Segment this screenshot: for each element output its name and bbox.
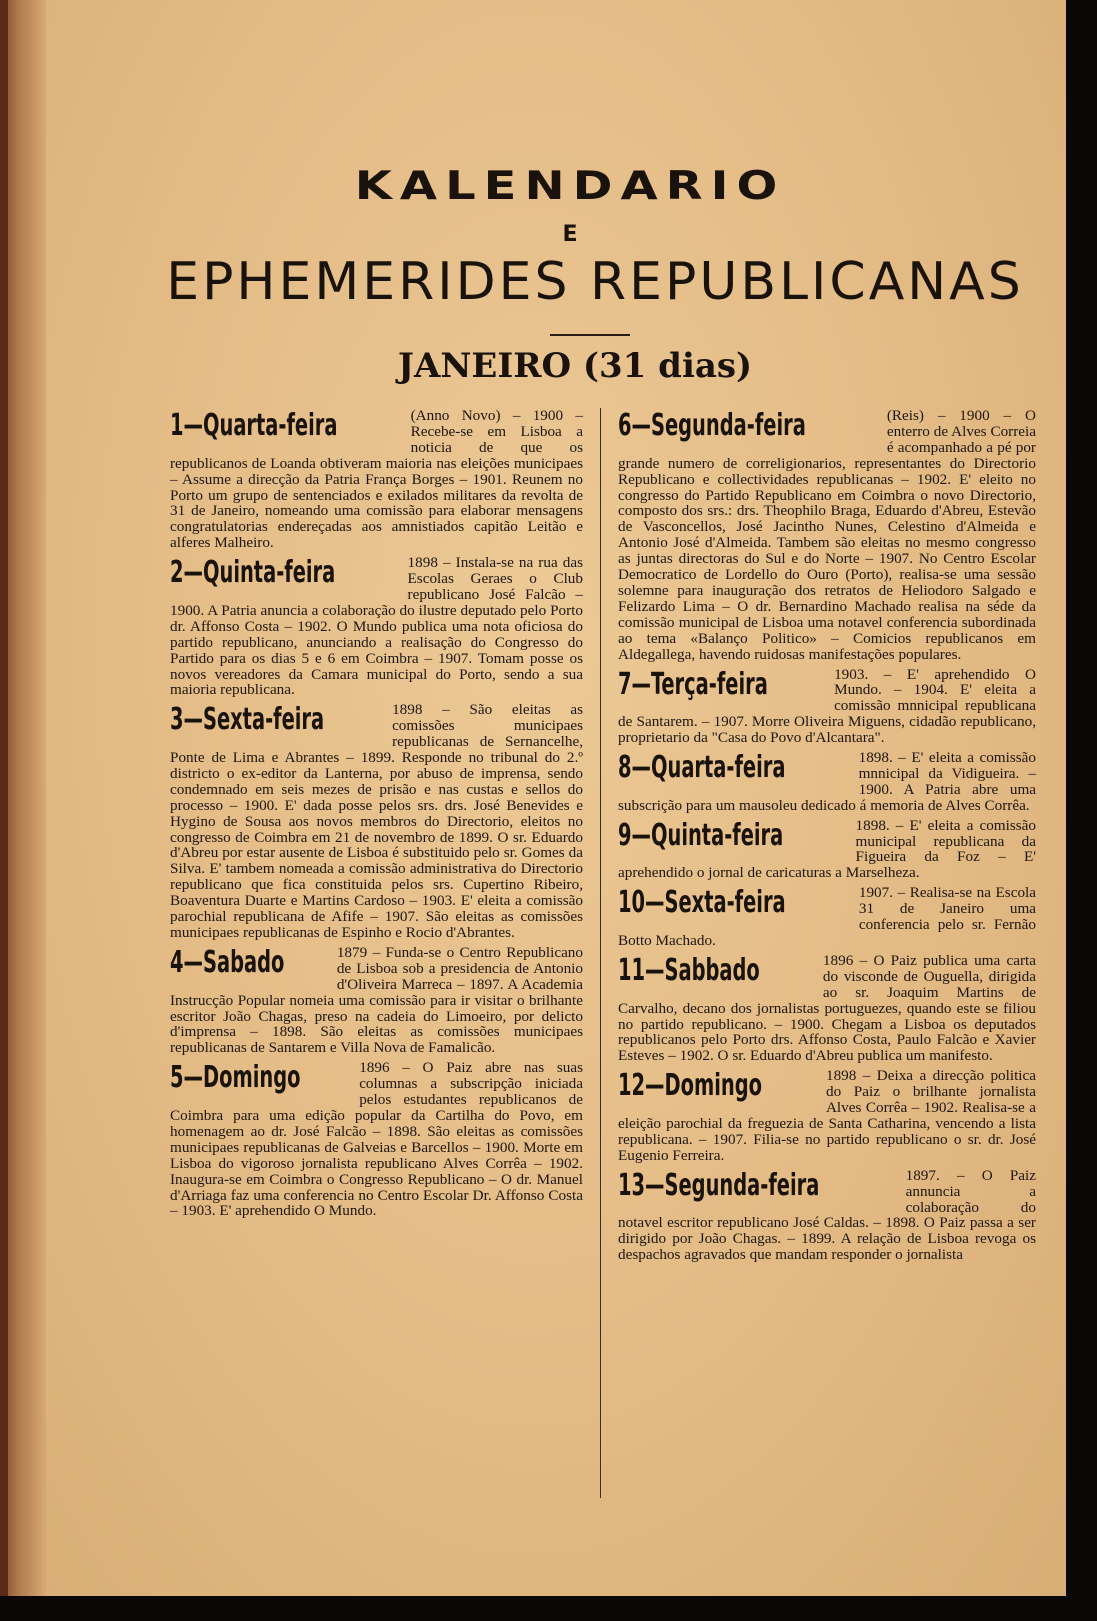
calendar-entry <box>618 953 1036 1064</box>
entry-text: 1879 – Funda-se o Centro Republicano de Lisboa sob a presidencia de Antonio d'Oliveira Marreca – 1897. A Academia Instrucção Popular nomeia uma comissão para ir visitar o brilhante escritor João Chagas, preso na cadeia do Limoeiro, por delicto d'imprensa – 1898. São eleitas as comissões municipaes republicanas de Santarem e Villa Nova de Famalicão. <box>170 943 583 1057</box>
entry-text: 1896 – O Paiz publica uma carta do visconde de Ouguella, dirigida ao sr. Joaquim Martins de Carvalho, decano dos jornalistas portuguezes, quando este se filiou no partido republicano. – 1900. Chegam a Lisboa os deputados republicanos pelo Porto drs. Affonso Costa, Paulo Falcão e Xavier Esteves – 1902. O sr. Eduardo d'Abreu publica um manifesto. <box>618 951 1036 1065</box>
entry-day: 2—Quinta-feira <box>170 555 336 591</box>
entry-day: 11—Sabbado <box>618 952 760 988</box>
entry-text: 1897. – O Paiz annuncia a colaboração do notavel escritor republicano José Caldas. – 1898. O Paiz passa a ser dirigido por João Chagas. – 1899. A relação de Lisboa revoga os despachos agravados que mandam responder o jornalista <box>618 1166 1036 1264</box>
entry-text: 1898. – E' eleita a comissão municipal republicana da Figueira da Foz – E' aprehendido o jornal de caricaturas a Marselheza. <box>618 816 1036 882</box>
entry-day: 13—Segunda-feira <box>618 1167 820 1203</box>
entry-day: 7—Terça-feira <box>618 666 768 702</box>
book-spine-edge <box>0 0 8 1596</box>
entry-day: 8—Quarta-feira <box>618 750 786 786</box>
entry-text: 1898. – E' eleita a comissão mnnicipal da Vidigueira. – 1900. A Patria abre uma subscrição para um mausoleu dedicado á memoria de Alves Corrêa. <box>618 749 1036 814</box>
calendar-entry <box>618 818 1036 882</box>
entry-text: 1903. – E' aprehendido O Mundo. – 1904. E' eleita a comissão mnnicipal republicana de Santarem. – 1907. Morre Oliveira Miguens, cidadão republicano, proprietario da "Casa do Povo d'Alcantara". <box>618 665 1036 747</box>
entry-day: 5—Domingo <box>170 1060 301 1096</box>
calendar-entry <box>618 750 1036 814</box>
entry-text: 1907. – Realisa-se na Escola 31 de Janeiro uma conferencia pelo sr. Fernão Botto Machado. <box>618 884 1036 949</box>
entry-day: 10—Sexta-feira <box>618 885 786 921</box>
calendar-entry <box>618 885 1036 949</box>
calendar-entry <box>170 1060 583 1219</box>
calendar-entry <box>618 1168 1036 1263</box>
left-column <box>170 408 583 1223</box>
title-rule <box>550 334 630 336</box>
entry-day: 4—Sabado <box>170 944 285 980</box>
calendar-entry <box>618 667 1036 747</box>
entry-day: 3—Sexta-feira <box>170 702 325 738</box>
title-conjunction: E <box>562 222 578 247</box>
entry-text: (Anno Novo) – 1900 – Recebe-se em Lisboa a noticia de que os republicanos de Loanda obtiveram maioria nas eleições municipaes – Assume a direcção da Patria França Borges – 1901. Reunem no Porto um grupo de sentenciados e exilados militares da revolta de 31 de Janeiro, nomeando uma comissão para elaborar mensagens congratulatorias endereçadas aos amnistiados capitão Leitão e alferes Malheiro. <box>170 407 583 552</box>
column-divider <box>600 408 601 1498</box>
entry-day: 12—Domingo <box>618 1068 762 1104</box>
entry-text: 1898 – Deixa a direcção politica do Paiz o brilhante jornalista Alves Corrêa – 1902. Realisa-se a eleição parochial da freguezia de Santa Catharina, vencendo a lista republicana. – 1907. Filia-se no partido republicano o sr. dr. José Eugenio Ferreira. <box>618 1067 1036 1164</box>
calendar-entry <box>170 408 583 551</box>
entry-day: 9—Quinta-feira <box>618 817 784 853</box>
entry-text: 1896 – O Paiz abre nas suas columnas a subscripção iniciada pelos estudantes republicanos de Coimbra para uma edição popular da Cartilha do Povo, em homenagem ao dr. José Falcão – 1898. São eleitas as comissões municipaes republicanas de Galveias e Barcellos – 1900. Morte em Lisboa do vigoroso jornalista republicano Alves Corrêa – 1902. Inaugura-se em Coimbra o Congresso Republicano – O dr. Manuel d'Arriaga faz uma conferencia no Centro Escolar Dr. Affonso Costa – 1903. E' aprehendido O Mundo. <box>170 1059 583 1220</box>
entry-day: 6—Segunda-feira <box>618 408 806 443</box>
month-heading: JANEIRO (31 dias) <box>397 346 753 386</box>
calendar-entry <box>170 702 583 941</box>
calendar-entry <box>170 555 583 698</box>
entry-day: 1—Quarta-feira <box>170 408 338 443</box>
entry-text: 1898 – Instala-se na rua das Escolas Geraes o Club republicano José Falcão – 1900. A Patria anuncia a colaboração do ilustre deputado pelo Porto dr. Affonso Costa – 1902. O Mundo publica uma nota oficiosa do partido republicano, anunciando a realisação do Congresso do Partido para os dias 5 e 6 em Coimbra – 1907. Tomam posse os novos vereadores da Camara municipal do Porto, sendo a sua maioria republicana. <box>170 554 583 699</box>
right-column <box>618 408 1036 1267</box>
entry-text: 1898 – São eleitas as comissões municipaes republicanas de Sernancelhe, Ponte de Lima e Abrantes – 1899. Responde no tribunal do 2.º districto o ex-editor da Lanterna, por abuso de imprensa, sendo condemnado em seis mezes de prisão e nas custas e sellos do processo – 1900. E' dada posse pelos srs. drs. José Benevides e Hygino de Sousa aos novos membros do Directorio, eleitos no congresso de Coimbra em 21 de novembro de 1899. O sr. Eduardo d'Abreu por estar ausente de Lisboa é substituido pelo sr. Gomes da Silva. E' tambem nomeada a comissão administrativa do Directorio republicano que fica constituida pelos srs. Cupertino Ribeiro, Boaventura Duarte e Martins Cardoso – 1903. E' eleita a comissão parochial republicana de Afife – 1907. São eleitas as comissões municipaes republicanas de Espinho e Rocio d'Abrantes. <box>170 701 583 941</box>
calendar-entry <box>170 945 583 1056</box>
calendar-entry <box>618 1068 1036 1163</box>
entry-text: (Reis) – 1900 – O enterro de Alves Correia é acompanhado a pé por grande numero de correligionarios, representantes do Directorio Republicano e collectividades republicanas – 1902. E' eleito no congresso do Partido Republicano em Coimbra o novo Directorio, composto dos srs.: drs. Theophilo Braga, Eduardo d'Abreu, Estevão de Vasconcellos, José Jacintho Nunes, Celestino d'Almeida e Antonio José d'Almeida. Tambem são eleitas no mesmo congresso as juntas directoras do Sul e do Norte – 1907. No Centro Escolar Democratico de Lordello do Ouro (Porto), realisa-se uma sessão solemne para inauguração dos retratos de Heliodoro Salgado e Felizardo Lima – O dr. Bernardino Machado realisa na séde da comissão municipal de Lisboa uma notavel conferencia subordinada ao tema «Balanço Politico» – Comicios republicanos em Aldegallega, havendo ruidosas manifestações populares. <box>618 407 1036 663</box>
page-title: KALENDARIO <box>354 163 786 209</box>
calendar-entry <box>618 408 1036 663</box>
page-subtitle: EPHEMERIDES REPUBLICANAS <box>166 252 1024 312</box>
